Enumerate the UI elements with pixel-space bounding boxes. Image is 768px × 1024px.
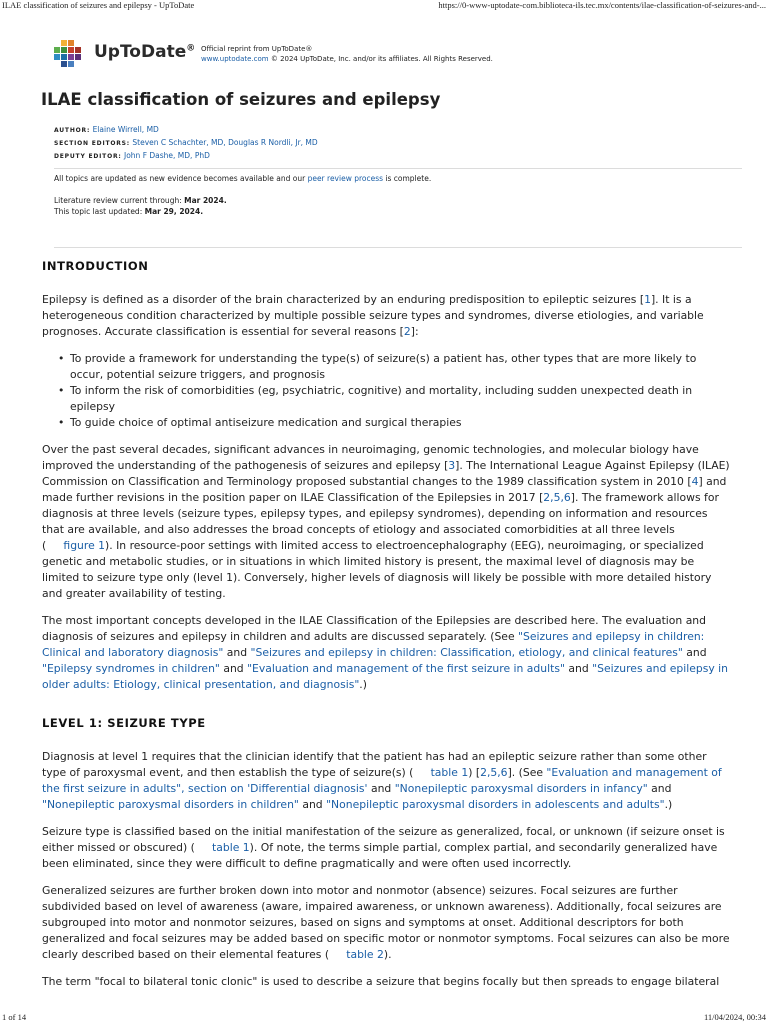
section-editors-link[interactable]: Steven C Schachter, MD, Douglas R Nordli, Jr, MD [132, 138, 318, 147]
uptodate-link[interactable]: www.uptodate.com [201, 55, 269, 63]
level1-heading: LEVEL 1: SEIZURE TYPE [42, 716, 206, 730]
intro-paragraph-3: The most important concepts developed in the ILAE Classification of the Epilepsies are described here. The evaluation and diagnosis of seizures and epilepsy in children and adults are discussed separately. (See "Seizures and epilepsy in children: Clinical and laboratory diagnosis" and "Seizures and epilepsy in children: Classification, etiology, and clinical features" and "Epilepsy syndromes in children" and "Evaluation and management of the first seizure in adults" and "Seizures and epilepsy in older adults: Etiology, clinical presentation, and diagnosis".) [42, 614, 729, 691]
peer-review-link[interactable]: peer review process [307, 174, 384, 183]
intro-heading: INTRODUCTION [42, 259, 149, 273]
topic-link[interactable]: "Seizures and epilepsy in older adults: Etiology, clinical presentation, and diagnosis" [42, 662, 729, 691]
review-date: Mar 2024. [184, 196, 227, 205]
intro-paragraph-1: Epilepsy is defined as a disorder of the brain characterized by an enduring predisposition to epileptic seizures [1]. It is a heterogeneous condition characterized by multiple possible seizure types and syndromes, diverse etiologies, and variable prognoses. Accurate classification is essential for several reasons [2]: [42, 293, 704, 338]
article-body [42, 258, 730, 1001]
page-title: ILAE classification of seizures and epilepsy [41, 90, 441, 109]
topic-link[interactable]: "Nonepileptic paroxysmal disorders in children" [42, 798, 299, 811]
level1-paragraph-1: Diagnosis at level 1 requires that the clinician identify that the patient has had an epileptic seizure rather than some other type of paroxysmal event, and then establish the type of seizure(s) ( table 1) [2,5,6]. (See "Evaluation and management of the first seizure in adults", section on 'Differential diagnosis' and "Nonepileptic paroxysmal disorders in infancy" and "Nonepileptic paroxysmal disorders in children" and "Nonepileptic paroxysmal disorders in adolescents and adults".) [42, 750, 722, 811]
updated-date: Mar 29, 2024. [144, 207, 204, 216]
list-item: • To guide choice of optimal antiseizure medication and surgical therapies [70, 415, 730, 431]
page-count: 1 of 14 [2, 1012, 27, 1022]
figure-1-link[interactable]: figure 1 [63, 539, 106, 552]
author-link[interactable]: Elaine Wirrell, MD [92, 125, 159, 134]
list-item: • To provide a framework for understanding the type(s) of seizure(s) a patient has, other types that are more likely to occur, potential seizure triggers, and prognosis [70, 351, 730, 383]
reference-link[interactable]: 2,5,6 [480, 766, 508, 779]
reference-link[interactable]: 1 [644, 293, 651, 306]
level1-paragraph-3: Generalized seizures are further broken down into motor and nonmotor (absence) seizures. Focal seizures are further subdivided based on level of awareness (aware, impaired awareness, or unknown awareness). Additionally, focal seizures are subgrouped into motor and nonmotor seizures, based on signs and symptoms at onset. Additional descriptors for both generalized and focal seizures may be added based on specific motor or nonmotor symptoms. Focal seizures can also be more clearly described based on their elemental features ( table 2). [42, 884, 730, 961]
level1-paragraph-4: The term "focal to bilateral tonic clonic" is used to describe a seizure that begins focally but then spreads to engage bilateral [42, 975, 720, 988]
topic-link[interactable]: "Nonepileptic paroxysmal disorders in adolescents and adults" [326, 798, 665, 811]
list-item: • To inform the risk of comorbidities (eg, psychiatric, cognitive) and mortality, including sudden unexpected death in epilepsy [70, 383, 730, 415]
topic-link[interactable]: "Epilepsy syndromes in children" [42, 662, 220, 675]
print-footer [0, 1012, 768, 1024]
table-2-link[interactable]: table 2 [346, 948, 384, 961]
table-1-link[interactable]: table 1 [212, 841, 250, 854]
author-key: AUTHOR: [54, 127, 91, 134]
level1-paragraph-2: Seizure type is classified based on the initial manifestation of the seizure as generalized, focal, or unknown (if seizure onset is either missed or obscured) ( table 1). Of note, the terms simple partial, complex partial, and secondarily generalized have been eliminated, since they were difficult to define pragmatically and were often used incorrectly. [42, 825, 725, 870]
print-header-url: https://0-www-uptodate-com.biblioteca-ils.tec.mx/contents/ilae-classification-of-seizures-and-... [438, 0, 766, 10]
print-header-title: ILAE classification of seizures and epilepsy - UpToDate [2, 0, 195, 10]
print-header [0, 0, 768, 12]
deputy-editor-link[interactable]: John F Dashe, MD, PhD [124, 151, 210, 160]
update-notice: All topics are updated as new evidence becomes available and our peer review process is complete. [54, 174, 432, 183]
reference-link[interactable]: 2,5,6 [543, 491, 571, 504]
topic-link[interactable]: "Seizures and epilepsy in children: Clinical and laboratory diagnosis" [42, 630, 705, 659]
topic-link[interactable]: "Nonepileptic paroxysmal disorders in infancy" [394, 782, 648, 795]
reference-link[interactable]: 2 [403, 325, 411, 338]
reference-link[interactable]: 4 [691, 475, 699, 488]
divider [54, 168, 742, 169]
table-1-link[interactable]: table 1 [430, 766, 469, 779]
byline [54, 124, 318, 163]
intro-paragraph-2: Over the past several decades, significant advances in neuroimaging, genomic technologies, and molecular biology have improved the understanding of the pathogenesis of seizures and epilepsy [3]. The International League Against Epilepsy (ILAE) Commission on Classification and Terminology proposed substantial changes to the 1989 classification system in 2010 [4] and made further revisions in the position paper on ILAE Classification of the Epilepsies in 2017 [2,5,6]. The framework allows for diagnosis at three levels (seizure types, epilepsy types, and epilepsy syndromes), depending on information and resources that are available, and also addresses the broad concepts of etiology and associated comorbidities at all three levels ( figure 1). In resource-poor settings with limited access to electroencephalography (EEG), neuroimaging, or specialized genetic and metabolic studies, or in situations in which limited history is present, the maximal level of diagnosis may be limited to seizure type only (level 1). Conversely, higher levels of diagnosis will likely be possible with more detailed history and greater availability of testing. [42, 443, 730, 600]
topic-link[interactable]: "Evaluation and management of the first seizure in adults", section on 'Differential diagnosis' [42, 766, 722, 795]
divider [54, 247, 742, 248]
topic-link[interactable]: "Evaluation and management of the first seizure in adults" [247, 662, 565, 675]
logo-mark-icon [54, 40, 82, 68]
reference-link[interactable]: 3 [448, 459, 456, 472]
deputy-editor-key: DEPUTY EDITOR: [54, 153, 122, 160]
review-dates: Literature review current through: Mar 2024. This topic last updated: Mar 29, 2024. [54, 196, 227, 216]
topic-link[interactable]: "Seizures and epilepsy in children: Classification, etiology, and clinical features" [250, 646, 683, 659]
logo-wordmark: UpToDate® [94, 42, 196, 62]
section-editors-key: SECTION EDITORS: [54, 140, 131, 147]
reprint-notice [201, 44, 493, 64]
copyright-text: © 2024 UpToDate, Inc. and/or its affiliates. All Rights Reserved. [268, 55, 493, 63]
reprint-line1: Official reprint from UpToDate® [201, 45, 313, 53]
print-timestamp: 11/04/2024, 00:34 [703, 1012, 766, 1022]
reasons-list [42, 351, 730, 431]
